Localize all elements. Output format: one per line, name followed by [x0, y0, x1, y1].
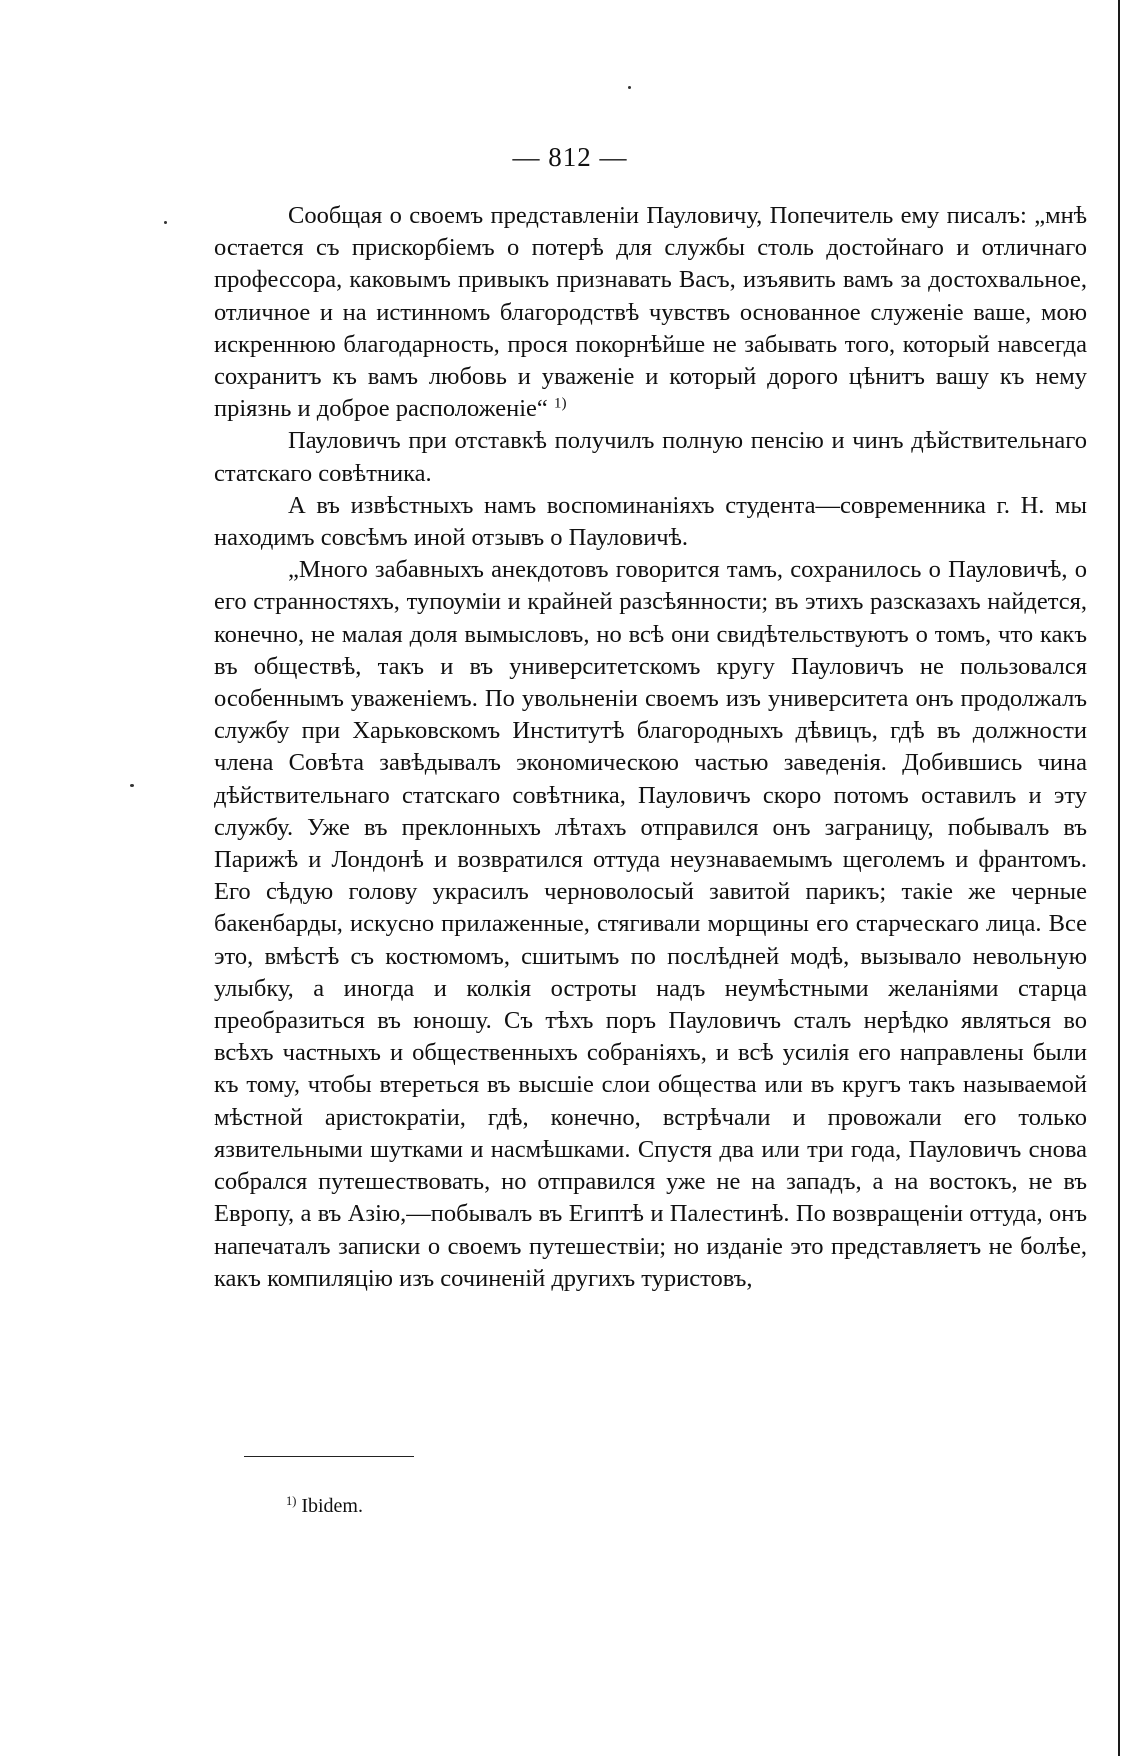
page-body-text: [214, 200, 1087, 1295]
paragraph-4: „Много забавныхъ анекдотовъ говорится тамъ, сохранилось о Пауловичѣ, о его странностяхъ, тупоуміи и крайней разсѣянности; въ этихъ разсказахъ найдется, конечно, не малая доля вымысловъ, но всѣ они свидѣтельствуютъ о томъ, что какъ въ обществѣ, такъ и въ университетскомъ кругу Пауловичъ не пользовался особеннымъ уваженіемъ. По увольненіи своемъ изъ университета онъ продолжалъ службу при Харьковскомъ Институтѣ благородныхъ дѣвицъ, гдѣ въ должности члена Совѣта завѣдывалъ экономическою частью заведенія. Добившись чина дѣйствительнаго статскаго совѣтника, Пауловичъ скоро потомъ оставилъ и эту службу. Уже въ преклонныхъ лѣтахъ отправился онъ заграницу, побывалъ въ Парижѣ и Лондонѣ и возвратился оттуда неузнаваемымъ щеголемъ и франтомъ. Его сѣдую голову украсилъ черноволосый завитой парикъ; такіе же черные бакенбарды, искусно прилаженные, стягивали морщины его старческаго лица. Все это, вмѣстѣ съ костюмомъ, сшитымъ по послѣдней модѣ, вызывало невольную улыбку, а иногда и колкія остроты надъ неумѣстными желаніями старца преобразиться въ юношу. Съ тѣхъ поръ Пауловичъ сталъ нерѣдко являться во всѣхъ частныхъ и общественныхъ собраніяхъ, и всѣ усилія его направлены были къ тому, чтобы втереться въ высшіе слои общества или въ кругъ такъ называемой мѣстной аристократіи, гдѣ, конечно, встрѣчали и провожали его только язвительными шутками и насмѣшками. Спустя два или три года, Пауловичъ снова собрался путешествовать, но отправился уже не на западъ, а на востокъ, не въ Европу, а въ Азію,—побывалъ въ Египтѣ и Палестинѣ. По возвращеніи оттуда, онъ напечаталъ записки о своемъ путешествіи; но изданіе это представляетъ не болѣе, какъ компиляцію изъ сочиненій другихъ туристовъ,: [214, 556, 1087, 1292]
footnote-text: Ibidem.: [301, 1495, 363, 1517]
paragraph-3: А въ извѣстныхъ намъ воспоминаніяхъ студента—современника г. Н. мы находимъ совсѣмъ иной отзывъ о Пауловичѣ.: [214, 491, 1087, 552]
page-edge-rule: [1118, 0, 1120, 1756]
print-speck: [130, 784, 134, 787]
footnote-reference: 1): [553, 394, 567, 412]
paragraph-1-text: Сообщая о своемъ представленіи Пауловичу, Попечитель ему писалъ: „мнѣ остается съ прискорбіемъ о потерѣ для службы столь достойнаго и отличнаго профессора, каковымъ привыкъ признавать Васъ, изъявить вамъ за достохвальное, отличное и на истинномъ благородствѣ чувствъ основанное служеніе ваше, мою искреннюю благодарность, прося покорнѣйше не забывать того, который навсегда сохранитъ къ вамъ любовь и уваженіе и который дорого цѣнитъ вашу къ нему пріязнь и доброе расположеніе“: [214, 202, 1087, 423]
footnote: [286, 1493, 363, 1519]
print-speck: [164, 221, 167, 224]
paragraph-1: [214, 200, 1087, 425]
paragraph-2: Пауловичъ при отставкѣ получилъ полную пенсію и чинъ дѣйствительнаго статскаго совѣтника.: [214, 427, 1087, 487]
footnote-marker: 1): [286, 1494, 297, 1509]
print-speck: [628, 86, 631, 89]
footnote-divider: [244, 1456, 414, 1457]
page-number: — 812 —: [512, 142, 628, 172]
